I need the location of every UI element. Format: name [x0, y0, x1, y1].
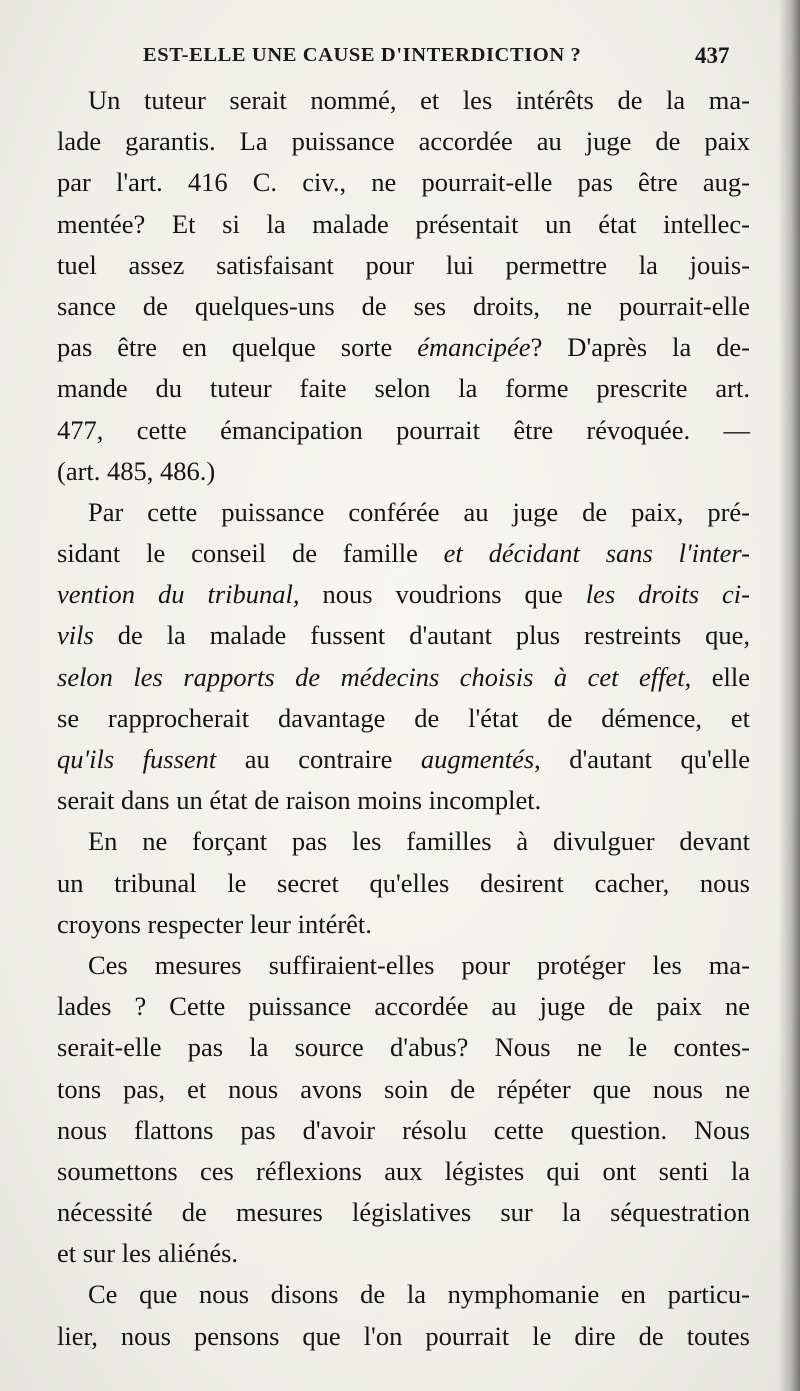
text-run: En ne forçant pas les familles à divulguer devant — [88, 826, 750, 857]
text-line — [57, 657, 750, 698]
text-run: serait dans un état de raison moins incomplet. — [57, 785, 542, 816]
text-line — [57, 1110, 750, 1151]
text-line — [57, 1274, 750, 1315]
text-run: mande du tuteur faite selon la forme prescrite art. — [57, 373, 750, 404]
italic-text: émancipée — [417, 332, 531, 363]
text-run: croyons respecter leur intérêt. — [57, 908, 372, 939]
text-line — [57, 327, 750, 368]
text-run: nécessité de mesures législatives sur la séquestration — [57, 1197, 750, 1228]
page-number: 437 — [695, 43, 730, 68]
text-line — [57, 821, 750, 862]
italic-text: selon les rapports de médecins choisis à cet effet — [57, 661, 685, 692]
text-run: pas être en quelque sorte — [57, 332, 418, 363]
text-line — [57, 410, 750, 451]
paragraph — [57, 1274, 750, 1356]
paragraph — [57, 945, 750, 1275]
text-line — [57, 739, 750, 780]
text-run: Ces mesures suffiraient-elles pour protéger les ma- — [88, 949, 750, 980]
paragraph — [57, 80, 750, 492]
text-line — [57, 1316, 750, 1357]
text-run: par l'art. 416 C. civ., ne pourrait-elle pas être aug- — [57, 167, 750, 198]
text-run: (art. 485, 486.) — [57, 455, 216, 486]
text-line — [57, 1027, 750, 1068]
text-run: ? D'après la de- — [530, 332, 751, 363]
text-line — [57, 1233, 750, 1274]
paragraph — [57, 492, 750, 822]
text-run: , elle — [684, 661, 750, 692]
text-run: 477, cette émancipation pourrait être révoquée. — — [57, 414, 750, 445]
text-run: Un tuteur serait nommé, et les intérêts de la ma- — [88, 85, 750, 115]
italic-text: augmentés — [420, 744, 535, 774]
text-run: nous voudrions que — [299, 579, 586, 610]
page-header — [0, 40, 800, 80]
text-line — [57, 492, 750, 533]
text-line — [57, 451, 750, 492]
text-run: Ce que nous disons de la nymphomanie en particu- — [88, 1279, 750, 1310]
text-run: tons pas, et nous avons soin de répéter que nous ne — [57, 1073, 750, 1104]
text-line — [57, 204, 750, 245]
running-head: EST-ELLE UNE CAUSE D'INTERDICTION ? — [143, 44, 582, 66]
text-line — [57, 121, 750, 162]
text-run: au contraire — [216, 744, 421, 774]
text-run: sidant le conseil de famille — [57, 538, 444, 569]
text-run: serait-elle pas la source d'abus? Nous ne le contes- — [57, 1032, 750, 1063]
text-run: soumettons ces réflexions aux légistes qui ont senti la — [57, 1155, 750, 1186]
text-line — [57, 80, 750, 121]
text-run: nous flattons pas d'avoir résolu cette question. Nous — [57, 1114, 750, 1145]
text-line — [57, 533, 750, 574]
text-run: sance de quelques-uns de ses droits, ne pourrait-elle — [57, 290, 750, 321]
italic-text: et décidant sans l'inter- — [443, 538, 751, 569]
text-line — [57, 863, 750, 904]
text-run: lades ? Cette puissance accordée au juge de paix ne — [57, 991, 750, 1022]
text-line — [57, 945, 750, 986]
text-line — [57, 780, 750, 821]
text-run: et sur les aliénés. — [57, 1238, 239, 1269]
text-line — [57, 245, 750, 286]
text-run: mentée? Et si la malade présentait un état intellec- — [57, 208, 750, 239]
italic-text: qu'ils fussent — [57, 744, 217, 774]
body-text — [57, 80, 750, 1357]
text-line — [57, 1069, 750, 1110]
text-line — [57, 904, 750, 945]
text-line — [57, 615, 750, 656]
text-line — [57, 162, 750, 203]
paragraph — [57, 821, 750, 945]
text-run: tuel assez satisfaisant pour lui permettre la jouis- — [57, 249, 750, 280]
text-line — [57, 1192, 750, 1233]
text-run: se rapprocherait davantage de l'état de démence, et — [57, 702, 750, 733]
text-line — [57, 1151, 750, 1192]
text-run: un tribunal le secret qu'elles desirent cacher, nous — [57, 867, 750, 898]
text-run: lier, nous pensons que l'on pourrait le dire de toutes — [57, 1320, 750, 1351]
text-run: , d'autant qu'elle — [534, 744, 750, 774]
text-line — [57, 368, 750, 409]
text-run: lade garantis. La puissance accordée au juge de paix — [57, 126, 750, 157]
italic-text: les droits ci- — [585, 579, 750, 610]
text-line — [57, 574, 750, 615]
italic-text: vention du tribunal, — [57, 579, 300, 610]
page-edge-shadow — [778, 0, 800, 1391]
italic-text: vils — [57, 620, 94, 651]
text-run: de la malade fussent d'autant plus restreints que, — [93, 620, 750, 651]
text-line — [57, 986, 750, 1027]
text-line — [57, 698, 750, 739]
text-line — [57, 286, 750, 327]
text-run: Par cette puissance conférée au juge de paix, pré- — [88, 496, 750, 527]
